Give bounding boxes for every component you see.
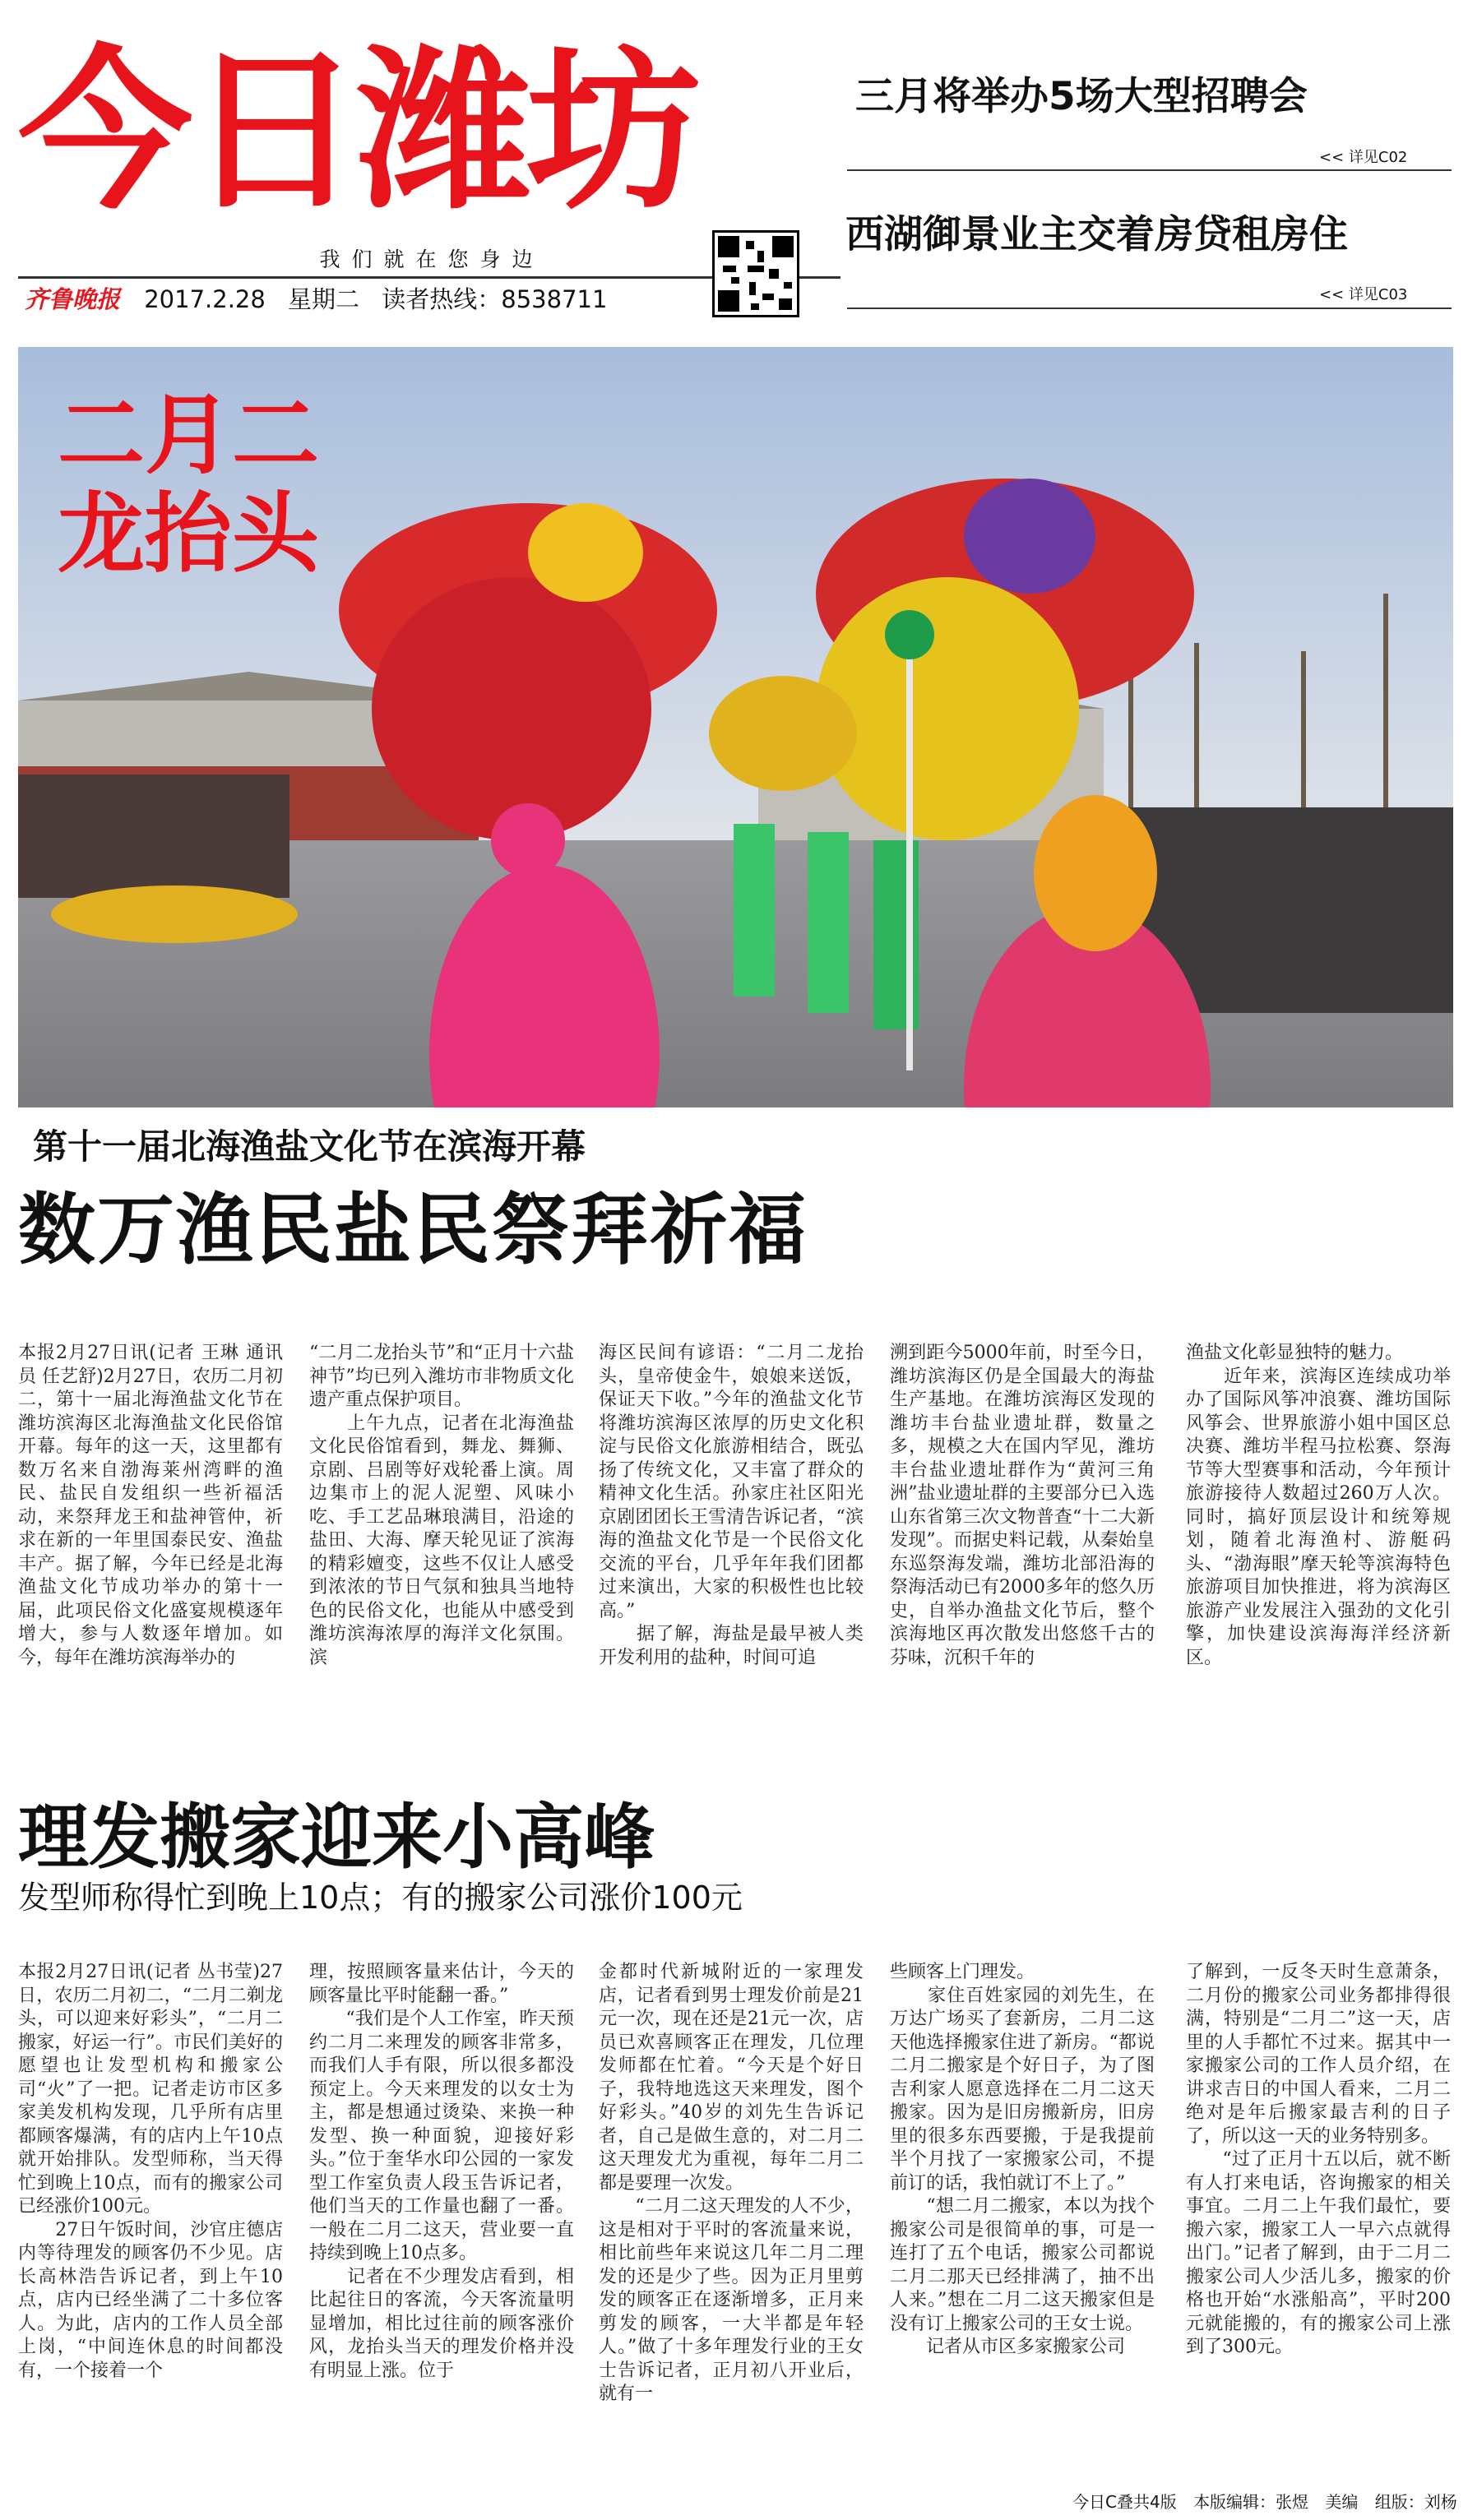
headline-divider (847, 169, 1452, 171)
story2-subtitle: 发型师称得忙到晚上10点；有的搬家公司涨价100元 (18, 1880, 743, 1916)
story1-title[interactable]: 数万渔民盐民祭拜祈福 (18, 1186, 808, 1275)
story2-column-5: 了解到，一反冬天时生意萧条，二月份的搬家公司业务都排得很满，特别是“二月二”这一天，店里的人手都忙不过来。据其中一家搬家公司的工作人员介绍，在讲求吉日的中国人看来，二月二绝对是年后搬家最吉利的日子了，所以这一天的业务特别多。 “过了正月十五以后，就不断有人打来电话，咨询搬家的相关事宜。二月二上午我们最忙，要搬六家，搬家工人一早六点就得出门。”记者了解到，由于二月二搬家公司人少活儿多，搬家的价格也开始“水涨船高”，平时200元就能搬的，有的搬家公司上涨到了300元。 (1186, 1962, 1451, 2357)
see-more-c02[interactable]: << 详见C02 (1319, 149, 1408, 166)
issue-date: 2017.2.28 (144, 285, 266, 313)
story2-column-2: 理，按照顾客量来估计，今天的顾客量比平时能翻一番。” “我们是个人工作室，昨天预约二月二来理发的顾客非常多，而我们人手有限，所以很多都没预定上。今天来理发的以女士为主，都是想通过烫染、来换一种发型、换一种面貌，迎接好彩头。”位于奎华水印公园的一家发型工作室负责人段玉告诉记者，他们当天的工作量也翻了一番。一般在二月二这天，营业要一直持续到晚上10点多。 记者在不少理发店看到，相比起往日的客流，今天客流量明显增加，相比过往前的顾客涨价风，龙抬头当天的理发价格并没有明显上涨。位于 (309, 1962, 574, 2381)
footer-designer: 美编 (1325, 2492, 1359, 2512)
headline-housing[interactable]: 西湖御景业主交着房贷租房住 (845, 212, 1348, 257)
story2-title[interactable]: 理发搬家迎来小高峰 (18, 1796, 655, 1879)
headline-job-fair[interactable]: 三月将举办5场大型招聘会 (855, 74, 1308, 119)
story2-column-4: 些顾客上门理发。 家住百姓家园的刘先生，在万达广场买了套新房，二月二这天他选择搬家住进了新房。“都说二月二搬家是个好日子，为了图吉利家人愿意选择在二月二这天搬家。因为是旧房搬新房，旧房里的很多东西要搬，于是我提前半个月找了一家搬家公司，不提前订的话，我怕就订不上了。” “想二月二搬家，本以为找个搬家公司是很简单的事，可是一连打了五个电话，搬家公司都说二月二那天已经排满了，抽不出人来。”想在二月二这天搬家但是没有订上搬家公司的王女士说。 记者从市区多家搬家公司 (890, 1962, 1155, 2357)
masthead-infobar (25, 283, 683, 316)
story1-column-3: 海区民间有谚语：“二月二龙抬头，皇帝使金牛，娘娘来送饭，保证天下收。”今年的渔盐文化节将潍坊滨海区浓厚的历史文化积淀与民俗文化旅游相结合，既弘扬了传统文化，又丰富了群众的精神文化生活。孙家庄社区阳光京剧团团长王雪清告诉记者，“滨海的渔盐文化节是一个民俗文化交流的平台，几乎年年我们团都过来演出，大家的积极性也比较高。” 据了解，海盐是最早被人类开发利用的盐种，时间可追 (599, 1343, 864, 1668)
footer-editor: 本版编辑：张煜 (1193, 2492, 1309, 2512)
headline-divider (847, 307, 1452, 309)
story1-column-2: “二月二龙抬头节”和“正月十六盐神节”均已列入潍坊市非物质文化遗产重点保护项目。 上午九点，记者在北海渔盐文化民俗馆看到，舞龙、舞狮、京剧、吕剧等好戏轮番上演。周边集市上的泥人泥塑、风味小吃、手工艺品琳琅满目，沿途的盐田、大海、摩天轮见证了滨海的精彩嬗变，这些不仅让人感受到浓浓的节日气氛和独具当地特色的民俗文化，也能从中感受到潍坊滨海浓厚的海洋文化氛围。滨 (309, 1343, 574, 1668)
story1-column-4: 溯到距今5000年前，时至今日，潍坊滨海区仍是全国最大的海盐生产基地。在潍坊滨海区发现的潍坊丰台盐业遗址群，数量之多，规模之大在国内罕见，潍坊丰台盐业遗址群作为“黄河三角洲”盐业遗址群的主要部分已入选山东省第三次文物普查“十二大新发现”。而据史料记载，从秦始皇东巡祭海发端，潍坊北部沿海的祭海活动已有2000多年的悠久历史，自举办渔盐文化节后，整个滨海地区再次散发出悠悠千古的芬味，沉积千年的 (890, 1343, 1155, 1668)
story2-column-3: 金都时代新城附近的一家理发店，记者看到男士理发价前是21元一次，现在还是21元一次，店员已欢喜顾客正在理发，几位理发师都在忙着。“今天是个好日子，我特地选这天来理发，图个好彩头。”40岁的刘先生告诉记者，自己是做生意的，对二月二这天理发尤为重视，每年二月二都是要理一次发。 “二月二这天理发的人不少，这是相对于平时的客流量来说，相比前些年来说这几年二月二理发的还是少了些。因为正月里剪发的顾客正在逐渐增多，正月来剪发的顾客，一大半都是年轻人。”做了十多年理发行业的王女士告诉记者，正月初八开业后，就有一 (599, 1962, 864, 2404)
reader-hotline: 读者热线：8538711 (382, 285, 608, 313)
footer-edition: 今日C叠共4版 (1072, 2492, 1177, 2512)
paper-name: 齐鲁晚报 (25, 285, 121, 313)
overlay-line-2: 龙抬头 (58, 483, 319, 585)
footer-layout: 组版：刘杨 (1374, 2492, 1457, 2512)
story1-kicker: 第十一届北海渔盐文化节在滨海开幕 (33, 1126, 586, 1167)
story2-column-1: 本报2月27日讯(记者 丛书莹)27日，农历二月初二，“二月二剃龙头，可以迎来好彩头”，“二月二搬家，好运一行”。市民们美好的愿望也让发型机构和搬家公司“火”了一把。记者走访市区多家美发机构发现，几乎所有店里都顾客爆满，有的店内上午10点就开始排队。发型师称，当天得忙到晚上10点，而有的搬家公司已经涨价100元。 27日午饭时间，沙官庄德店内等待理发的顾客仍不少见。店长高林浩告诉记者，到上午10点，店内已经坐满了二十多位客人。为此，店内的工作人员全部上岗，“中间连休息的时间都没有，一个接着一个 (18, 1962, 283, 2381)
overlay-line-1: 二月二 (58, 385, 319, 486)
photo-overlay-title (58, 386, 362, 584)
masthead-slogan: 我们就在您身边 (319, 247, 544, 271)
story1-column-1: 本报2月27日讯(记者 王琳 通讯员 任艺舒)2月27日，农历二月初二，第十一届北海渔盐文化节在潍坊滨海区北海渔盐文化民俗馆开幕。每年的这一天，这里都有数万名来自渤海莱州湾畔的渔民、盐民自发组织一些祈福活动，来祭拜龙王和盐神管仲，祈求在新的一年里国泰民安、渔盐丰产。据了解，今年已经是北海渔盐文化节成功举办的第十一届，此项民俗文化盛宴规模逐年增大，参与人数逐年增加。如今，每年在潍坊滨海举办的 (18, 1343, 283, 1668)
story1-column-5: 渔盐文化彰显独特的魅力。 近年来，滨海区连续成功举办了国际风筝冲浪赛、潍坊国际风筝会、世界旅游小姐中国区总决赛、潍坊半程马拉松赛、祭海节等大型赛事和活动，今年预计旅游接待人数超过260万人次。同时，搞好顶层设计和统筹规划，随着北海渔村、游艇码头、“渤海眼”摩天轮等滨海特色旅游项目加快推进，将为滨海区旅游产业发展注入强劲的文化引擎，加快建设滨海海洋经济新区。 (1186, 1343, 1451, 1668)
see-more-c03[interactable]: << 详见C03 (1319, 286, 1408, 303)
qr-code-icon (712, 230, 799, 317)
page-footer (1061, 2489, 1457, 2513)
issue-weekday: 星期二 (288, 285, 360, 313)
masthead-logo: 今日潍坊 (18, 30, 696, 233)
